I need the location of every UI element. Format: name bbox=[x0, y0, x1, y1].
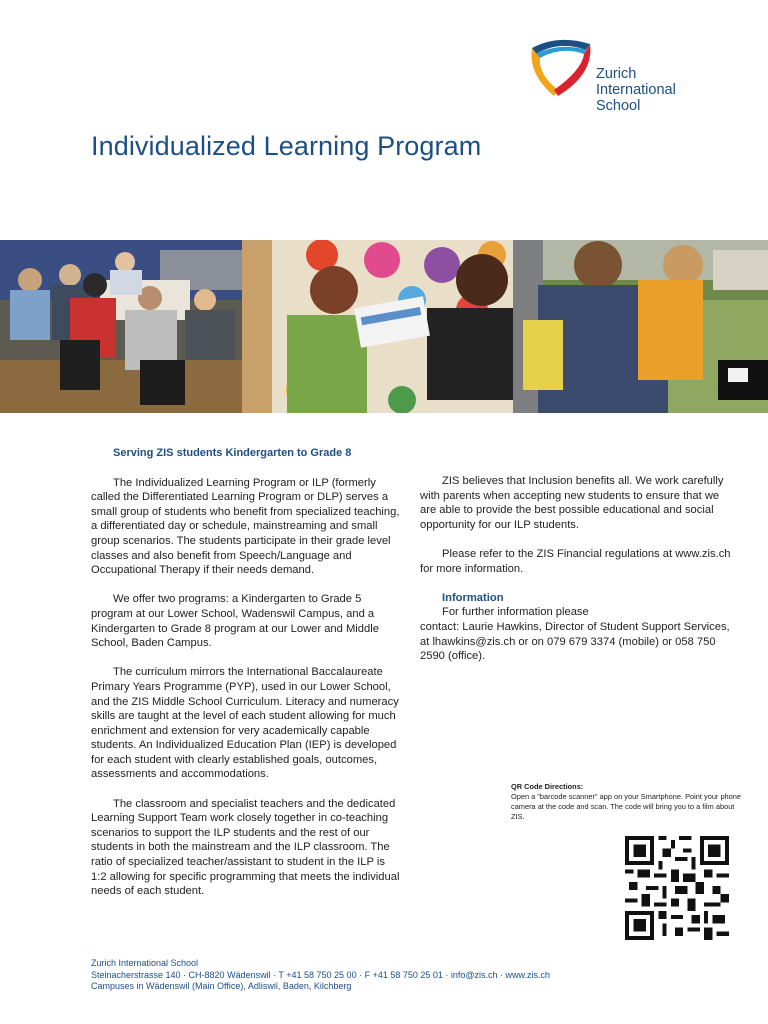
logo-mark-icon bbox=[528, 34, 594, 100]
paragraph: ZIS believes that Inclusion benefits all. We work carefully with parents when accepting new students to ensure that we are able to provide the best possible educational and social opportunity for our ILP students. bbox=[420, 475, 724, 531]
footer-campuses: Campuses in Wädenswil (Main Office), Adliswil, Baden, Kilchberg bbox=[91, 981, 352, 991]
page-title: Individualized Learning Program bbox=[91, 131, 482, 161]
qr-heading: QR Code Directions: bbox=[511, 782, 584, 791]
photo-strip bbox=[0, 240, 768, 413]
left-column bbox=[91, 446, 401, 913]
classroom-group-photo bbox=[0, 240, 242, 413]
outdoor-goat-photo bbox=[513, 240, 768, 413]
footer-address: Steinacherstrasse 140 · CH-8820 Wädenswil · T +41 58 750 25 00 · F +41 58 750 25 01 · info@zis.ch · www.zis.ch bbox=[91, 969, 551, 980]
footer-school-name: Zurich International School bbox=[91, 958, 199, 968]
paragraph: Please refer to the ZIS Financial regulations at www.zis.ch for more information. bbox=[420, 547, 731, 575]
footer bbox=[91, 958, 550, 993]
right-column bbox=[420, 474, 738, 664]
information-section bbox=[420, 591, 738, 664]
information-heading: Information bbox=[442, 591, 504, 604]
logo-wordmark: Zurich International School bbox=[596, 66, 676, 114]
section-heading: Serving ZIS students Kindergarten to Grade 8 bbox=[113, 447, 352, 459]
paragraph: The Individualized Learning Program or ILP (formerly called the Differentiated Learning Program or DLP) serves a small group of students who benefit from specialized teaching, a differentiated day or schedule, mainstreaming and small group scenarios. The students participate in their grade level classes and also benefit from Speech/Language and Occupational Therapy if their needs demand. bbox=[91, 476, 400, 577]
floor-reading-photo bbox=[242, 240, 513, 413]
qr-directions bbox=[511, 782, 741, 822]
qr-code-icon[interactable] bbox=[622, 836, 732, 940]
school-logo bbox=[528, 34, 708, 124]
information-intro: For further information please bbox=[442, 606, 589, 619]
contact-details: contact: Laurie Hawkins, Director of Student Support Services, at lhawkins@zis.ch or on 079 679 3374 (mobile) or 058 750 2590 (office). bbox=[420, 620, 730, 663]
qr-instructions: Open a "barcode scanner" app on your Smartphone. Point your phone camera at the code and scan. The code will bring you to a film about ZIS. bbox=[511, 792, 741, 821]
paragraph: The classroom and specialist teachers and the dedicated Learning Support Team work closely together in co-teaching scenarios to support the ILP students and the rest of our students in both the mainstream and the ILP classroom. The ratio of specialized teacher/assistant to student in the ILP is 1:2 allowing for specific programming that meets the individual needs of each student. bbox=[91, 797, 400, 898]
paragraph: We offer two programs: a Kindergarten to Grade 5 program at our Lower School, Wadenswil Campus, and a Kindergarten to Grade 8 program at our Lower and Middle School, Baden Campus. bbox=[91, 593, 379, 650]
paragraph: The curriculum mirrors the International Baccalaureate Primary Years Programme (PYP), used in our Lower School, and the ZIS Middle School Curriculum. Literacy and numeracy skills are taught at the level of each student allowing for much enrichment and extension for very academically capable students. An Individualized Education Plan (IEP) is developed for each student with clearly established goals, outcomes, assessments and accommodations. bbox=[91, 666, 399, 781]
